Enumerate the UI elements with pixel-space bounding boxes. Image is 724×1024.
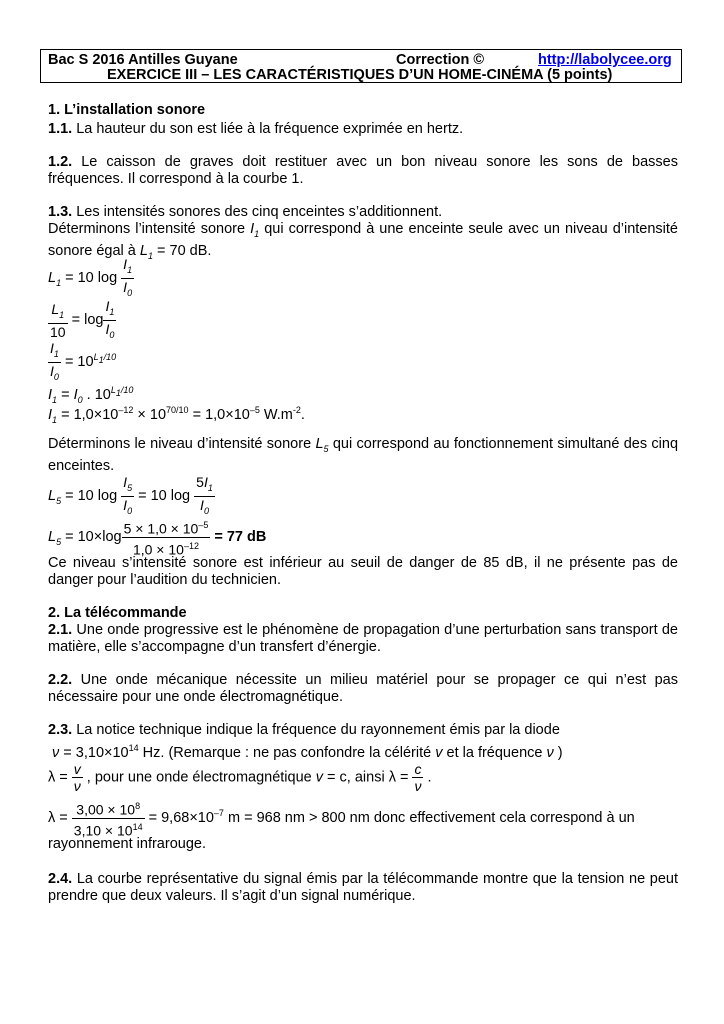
eq-i1: $I_1 = I_0$ . $10^{L_1/10}$	[48, 385, 134, 405]
q24: 2.4. La courbe représentative du signal émis par la télécommande montre que la tension ne peut prendre que deux valeurs. Il s’agit d’un signal numérique.	[48, 871, 678, 904]
q22: 2.2. Une onde mécanique nécessite un milieu matériel pour se propager ce qui n’est pas nécessaire pour une onde électromagnétique.	[48, 672, 678, 705]
section-2-heading: 2. La télécommande	[48, 605, 187, 621]
q11-text: La hauteur du son est liée à la fréquence exprimée en hertz.	[72, 121, 464, 137]
section-1-heading: 1. L’installation sonore	[48, 102, 206, 118]
header-site-link[interactable]: http://labolycee.org	[538, 52, 672, 68]
l5-intro: Déterminons le niveau d’intensité sonore $L_5$ qui correspond au fonctionnement simultané des cinq enceintes.	[48, 436, 679, 474]
eq-l5-value: $L_5 = 10\times\log$ $\frac{5 \times 1,0 \times 10^{-5}}{1,0 \times 10^{-12}}$ = 77 dB	[48, 517, 266, 557]
q13-determine: Déterminons l’intensité sonore $I_1$ qui correspond à une enceinte seule avec un niveau d’intensité sonore égal à $L_1 = 70$ dB.	[48, 221, 679, 261]
header-box	[40, 49, 682, 83]
q11	[48, 121, 678, 138]
header-correction: Correction ©	[396, 52, 485, 68]
q13-intro	[48, 204, 678, 221]
conclusion: Ce niveau s’intensité sonore est inférieur au seuil de danger de 85 dB, il ne présente pas de danger pour l’audition du technicien.	[48, 555, 678, 588]
eq-l1-over-10: $\frac{L_1}{10}$ = log $\frac{I_1}{I_0}$	[50, 298, 115, 340]
q11-num: 1.1.	[48, 121, 73, 137]
q23: 2.3. La notice technique indique la fréquence du rayonnement émis par la diode	[48, 722, 560, 738]
q12-num: 1.2.	[48, 154, 73, 170]
eq-l1: $L_1 = 10$ log $\frac{I_1}{I_0}$	[48, 256, 133, 298]
q23-line2: $\nu = 3,10\times 10^{14}$ Hz. (Remarque : ne pas confondre la célérité v et la fréquence ν )	[48, 743, 563, 761]
q13-num: 1.3.	[48, 204, 73, 220]
q12	[48, 154, 678, 188]
header-title: EXERCICE III – LES CARACTÉRISTIQUES D’UN HOME-CINÉMA (5 points)	[107, 67, 613, 83]
lambda-conclusion: rayonnement infrarouge.	[48, 836, 206, 852]
eq-l5: $L_5 = 10$ log $\frac{I_5}{I_0}$ = 10 log $\frac{5I_1}{I_0}$	[48, 474, 213, 516]
eq-i1-value: $I_1 = 1,0\times 10^{-12} \times 10^{70/10} = 1,0\times 10^{-5}$ $W.m^{-2}$.	[48, 405, 305, 425]
q13-line1: Les intensités sonores des cinq enceintes s’additionnent.	[72, 204, 443, 220]
q12-text: Le caisson de graves doit restituer avec un bon niveau sonore les sons de basses fréquences. Il correspond à la courbe 1.	[48, 154, 678, 187]
q21: 2.1. Une onde progressive est le phénomène de propagation d’une perturbation sans transport de matière, elle s’accompagne d’un transfert d’énergie.	[48, 622, 678, 655]
header-exam: Bac S 2016 Antilles Guyane	[48, 52, 238, 68]
eq-lambda-value: λ = $\frac{3,00 \times 10^8}{3,10 \times 10^{14}}$ = $9,68\times 10^{-7}$ m = 968 nm > 800 nm donc effectivement cela correspond à un	[48, 798, 635, 838]
eq-lambda: λ = $\frac{v}{\nu}$ , pour une onde électromagnétique v = c, ainsi λ = $\frac{c}{\nu}$ .	[48, 761, 432, 794]
eq-ratio: $\frac{I_1}{I_0}$ = $10^{L_1/10}$	[50, 340, 117, 382]
